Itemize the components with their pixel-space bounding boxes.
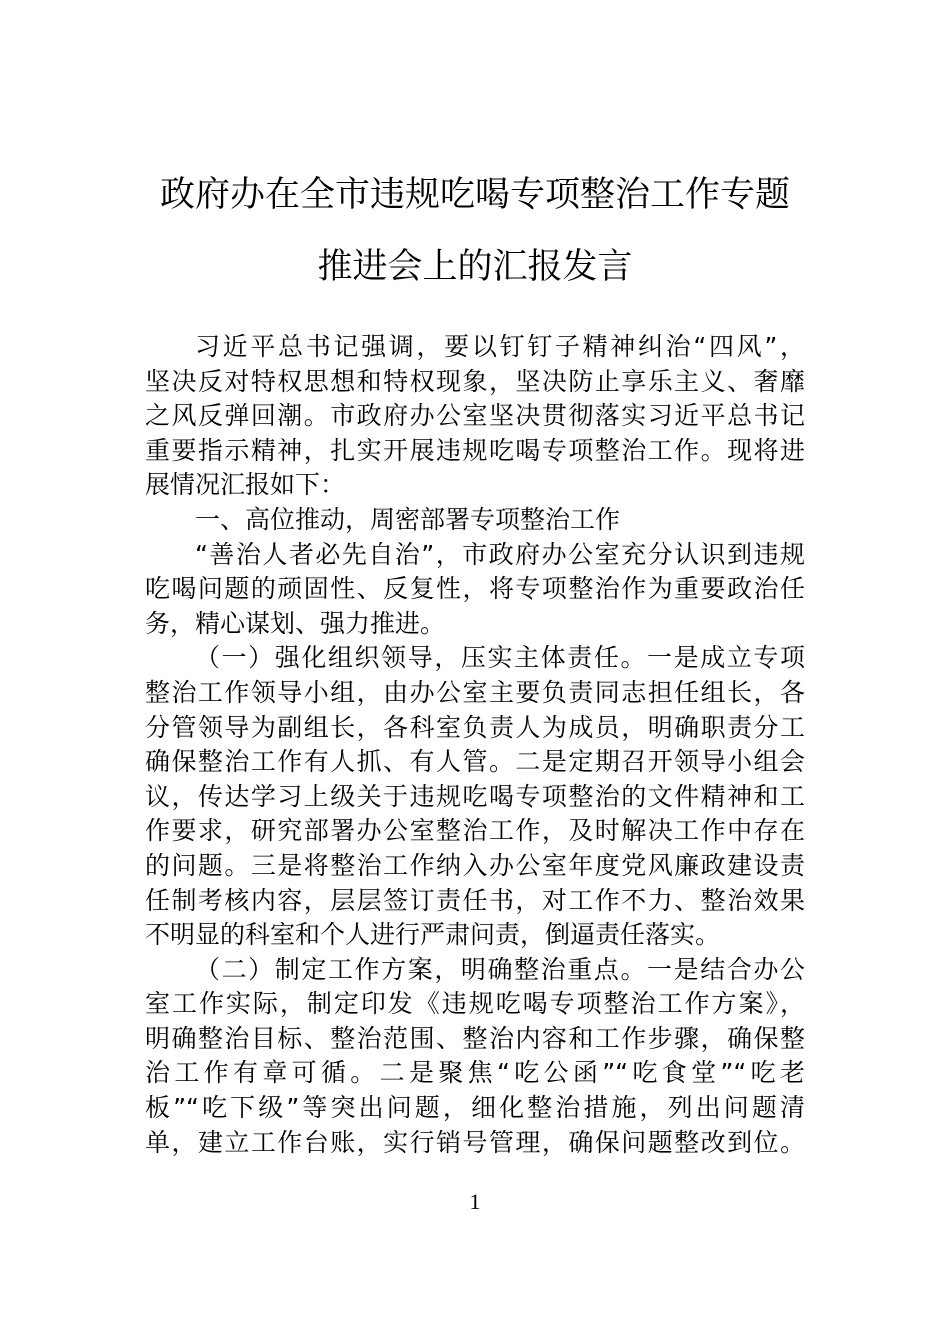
document-title-line-2: 推进会上的汇报发言 [317, 247, 633, 287]
body-text-line: 明确整治目标、整治范围、整治内容和工作步骤，确保整 [145, 1023, 805, 1053]
body-text-line: 确保整治工作有人抓、有人管。二是定期召开领导小组会 [145, 747, 805, 777]
body-text-line: 务，精心谋划、强力推进。 [145, 608, 446, 638]
body-text-line: 整治工作领导小组，由办公室主要负责同志担任组长，各 [145, 677, 805, 707]
body-text-line: 重要指示精神，扎实开展违规吃喝专项整治工作。现将进 [145, 435, 805, 465]
body-text-line: 吃喝问题的顽固性、反复性，将专项整治作为重要政治任 [145, 574, 805, 604]
body-text-line: 单，建立工作台账，实行销号管理，确保问题整改到位。 [145, 1127, 805, 1157]
body-text-line: 作要求，研究部署办公室整治工作，及时解决工作中存在 [145, 816, 805, 846]
body-text-line: （二）制定工作方案，明确整治重点。一是结合办公 [195, 954, 805, 984]
body-text-line: 不明显的科室和个人进行严肃问责，倒逼责任落实。 [145, 920, 721, 950]
body-text-line: 板”“吃下级”等突出问题，细化整治措施，列出问题清 [145, 1093, 805, 1123]
body-text-line: 坚决反对特权思想和特权现象，坚决防止享乐主义、奢靡 [145, 366, 805, 396]
body-text-line: 的问题。三是将整治工作纳入办公室年度党风廉政建设责 [145, 850, 805, 880]
body-text-line: 任制考核内容，层层签订责任书，对工作不力、整治效果 [145, 885, 805, 915]
body-text-line: 一、高位推动，周密部署专项整治工作 [195, 504, 621, 534]
document-body [145, 330, 805, 1160]
body-text-line: （一）强化组织领导，压实主体责任。一是成立专项 [195, 643, 805, 673]
page-number: 1 [469, 1189, 481, 1214]
body-text-line: “善治人者必先自治”，市政府办公室充分认识到违规 [195, 539, 805, 569]
document-title-line-1: 政府办在全市违规吃喝专项整治工作专题 [159, 175, 790, 215]
body-text-line: 议，传达学习上级关于违规吃喝专项整治的文件精神和工 [145, 781, 805, 811]
body-text-line: 治工作有章可循。二是聚焦“吃公函”“吃食堂”“吃老 [145, 1058, 805, 1088]
body-text-line: 室工作实际，制定印发《违规吃喝专项整治工作方案》， [145, 989, 805, 1019]
body-text-line: 分管领导为副组长，各科室负责人为成员，明确职责分工 [145, 712, 805, 742]
body-text-line: 习近平总书记强调，要以钉钉子精神纠治“四风”， [195, 332, 805, 361]
body-text-line: 之风反弹回潮。市政府办公室坚决贯彻落实习近平总书记 [145, 401, 805, 431]
body-text-line: 展情况汇报如下： [145, 470, 346, 500]
